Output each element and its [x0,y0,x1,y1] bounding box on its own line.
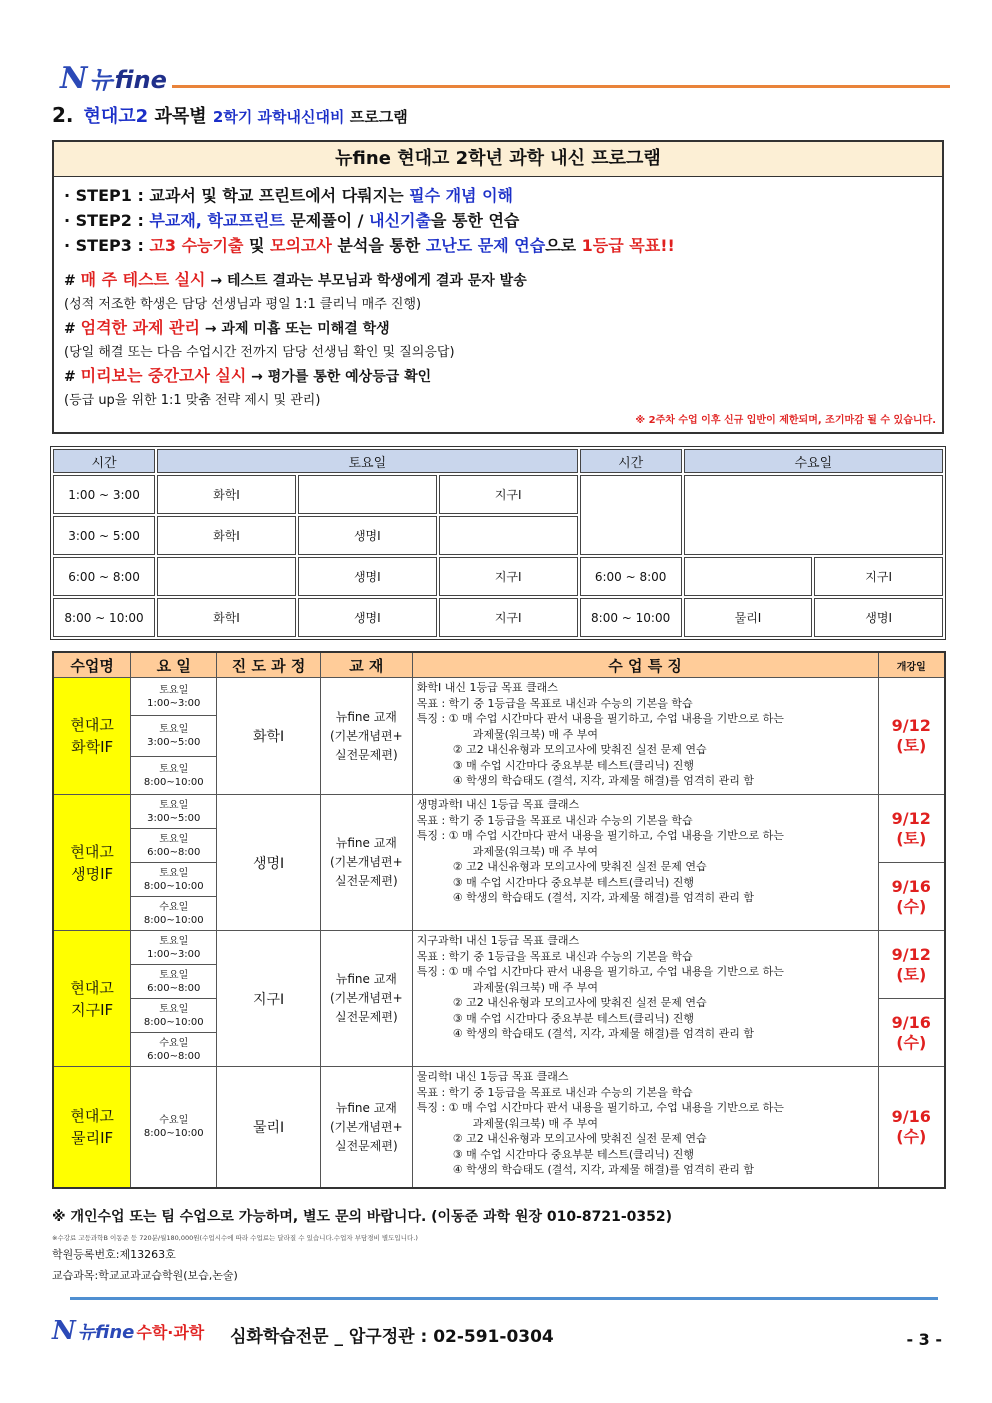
class-open-date: 9/12 (토) [878,931,945,999]
class-open-date: 9/16 (수) [878,1067,945,1189]
class-table [52,651,946,1189]
class-slot: 토요일 1:00~3:00 [131,931,217,965]
registration-number: 학원등록번호:제13263호 [52,1248,176,1261]
col-header-course: 진 도 과 정 [217,652,321,678]
schedule-cell: 생명Ⅰ [298,598,437,637]
fee-note: ※수강료 고등과학B 이동준 등 720분/월180,000원(수업시수에 따라 수업료는 달라질 수 있습니다.수업자 부담경비 별도입니다.) [52,1234,418,1242]
schedule-header-wednesday: 수요일 [684,449,943,473]
steps-list [54,177,942,258]
schedule-cell: 물리Ⅰ [684,598,813,637]
col-header-feature: 수 업 특 징 [412,652,878,678]
schedule-time: 8:00 ~ 10:00 [580,598,682,637]
class-features: 생명과학Ⅰ 내신 1등급 목표 클래스 목표 : 학기 중 1등급을 목표로 내신과 수능의 기본을 학습 특징 : ① 매 수업 시간마다 판서 내용을 필기하고, 수업 내용을 기반으로 하는 과제물(워크북) 매 주 부여 ② 고2 내신유형과 모의고사에 맞춰진 실전 문제 연습 ③ 매 수업 시간마다 중요부분 테스트(클리닉) 진행 ④ 학생의 학습태도 (결석, 지각, 과제물 해결)를 엄격히 관리 함 [412,795,878,931]
class-slot: 토요일 8:00~10:00 [131,757,217,795]
col-header-day: 요 일 [131,652,217,678]
schedule-time: 8:00 ~ 10:00 [53,598,155,637]
section-title: 2. 현대고2 과목별 2학기 과학내신대비 프로그램 [52,103,408,127]
page-header [60,58,950,98]
class-slot: 토요일 8:00~10:00 [131,863,217,897]
class-book: 뉴fine 교재 (기본개념편+ 실전문제편) [320,931,412,1067]
note-weekly-test-detail: (성적 저조한 학생은 담당 선생님과 평일 1:1 클리닉 매주 진행) [64,297,422,312]
class-book: 뉴fine 교재 (기본개념편+ 실전문제편) [320,678,412,795]
schedule-cell: 지구Ⅰ [439,475,578,514]
class-course: 화학Ⅰ [217,678,321,795]
page-number: - 3 - [906,1330,942,1349]
header-divider [172,85,950,88]
schedule-time: 6:00 ~ 8:00 [53,557,155,596]
class-name-earth: 현대고 지구ⅠF [53,931,131,1067]
schedule-time: 6:00 ~ 8:00 [580,557,682,596]
col-header-book: 교 재 [320,652,412,678]
class-slot: 토요일 3:00~5:00 [131,795,217,829]
schedule-header-time: 시간 [53,449,155,473]
schedule-cell: 화학Ⅰ [157,516,296,555]
schedule-cell: 화학Ⅰ [157,475,296,514]
brand-logo: N 뉴 fine [60,61,167,96]
col-header-name: 수업명 [53,652,131,678]
class-book: 뉴fine 교재 (기본개념편+ 실전문제편) [320,1067,412,1189]
class-name-bio: 현대고 생명ⅠF [53,795,131,931]
class-course: 생명Ⅰ [217,795,321,931]
class-slot: 토요일 3:00~5:00 [131,716,217,757]
class-course: 지구Ⅰ [217,931,321,1067]
schedule-cell: 지구Ⅰ [439,557,578,596]
schedule-cell: 지구Ⅰ [814,557,943,596]
note-homework-detail: (당일 해결 또는 다음 수업시간 전까지 담당 선생님 확인 및 질의응답) [64,345,455,360]
class-name-phys: 현대고 물리ⅠF [53,1067,131,1189]
class-book: 뉴fine 교재 (기본개념편+ 실전문제편) [320,795,412,931]
note-midterm-detail: (등급 up을 위한 1:1 맞춤 전략 제시 및 관리) [64,393,321,408]
class-slot: 수요일 6:00~8:00 [131,1033,217,1067]
page-footer [52,1318,942,1358]
class-name-chem: 현대고 화학ⅠF [53,678,131,795]
class-open-date: 9/16 (수) [878,863,945,931]
footer-logo: N 뉴fine 수학·과학 [52,1316,205,1346]
class-features: 화학Ⅰ 내신 1등급 목표 클래스 목표 : 학기 중 1등급을 목표로 내신과 수능의 기본을 학습 특징 : ① 매 수업 시간마다 판서 내용을 필기하고, 수업 내용을 기반으로 하는 과제물(워크북) 매 주 부여 ② 고2 내신유형과 모의고사에 맞춰진 실전 문제 연습 ③ 매 수업 시간마다 중요부분 테스트(클리닉) 진행 ④ 학생의 학습태도 (결석, 지각, 과제물 해결)를 엄격히 관리 함 [412,678,878,795]
class-course: 물리Ⅰ [217,1067,321,1189]
program-box [52,140,944,434]
schedule-cell: 지구Ⅰ [439,598,578,637]
enrollment-footnote: ※ 2주차 수업 이후 신규 입반이 제한되며, 조기마감 될 수 있습니다. [635,415,936,426]
class-open-date: 9/12 (토) [878,678,945,795]
class-slot: 토요일 6:00~8:00 [131,965,217,999]
schedule-time: 3:00 ~ 5:00 [53,516,155,555]
class-slot: 토요일 6:00~8:00 [131,829,217,863]
class-slot: 수요일 8:00~10:00 [131,897,217,931]
inquiry-note: ※ 개인수업 또는 팀 수업으로 가능하며, 별도 문의 바랍니다. (이동준 과학 원장 010-8721-0352) [52,1209,673,1225]
schedule-cell [298,475,437,514]
schedule-cell-empty [580,475,682,555]
schedule-cell [439,516,578,555]
schedule-time: 1:00 ~ 3:00 [53,475,155,514]
subjects-note: 교습과목:학교교과교습학원(보습,논술) [52,1269,238,1282]
schedule-header-saturday: 토요일 [157,449,578,473]
note-weekly-test: # 매 주 테스트 실시 → 테스트 결과는 부모님과 학생에게 결과 문자 발송 [64,270,527,289]
schedule-grid [50,446,946,640]
schedule-cell: 생명Ⅰ [298,516,437,555]
schedule-cell: 생명Ⅰ [814,598,943,637]
class-slot: 토요일 8:00~10:00 [131,999,217,1033]
schedule-cell [684,557,813,596]
class-open-date: 9/12 (토) [878,795,945,863]
schedule-cell: 화학Ⅰ [157,598,296,637]
note-midterm: # 미리보는 중간고사 실시 → 평가를 통한 예상등급 확인 [64,366,432,385]
step-3: · STEP3 : 고3 수능기출 및 모의고사 분석을 통한 고난도 문제 연습으로 1등급 목표!! [64,236,675,255]
footer-contact: 심화학습전문 _ 압구정관 : 02-591-0304 [230,1327,554,1347]
step-1: · STEP1 : 교과서 및 학교 프린트에서 다뤄지는 필수 개념 이해 [64,186,513,205]
note-homework: # 엄격한 과제 관리 → 과제 미흡 또는 미해결 학생 [64,318,390,337]
class-features: 물리학Ⅰ 내신 1등급 목표 클래스 목표 : 학기 중 1등급을 목표로 내신과 수능의 기본을 학습 특징 : ① 매 수업 시간마다 판서 내용을 필기하고, 수업 내용을 기반으로 하는 과제물(워크북) 매 주 부여 ② 고2 내신유형과 모의고사에 맞춰진 실전 문제 연습 ③ 매 수업 시간마다 중요부분 테스트(클리닉) 진행 ④ 학생의 학습태도 (결석, 지각, 과제물 해결)를 엄격히 관리 함 [412,1067,878,1189]
schedule-header-time-2: 시간 [580,449,682,473]
class-slot: 토요일 1:00~3:00 [131,678,217,716]
program-title: 뉴fine 현대고 2학년 과학 내신 프로그램 [54,142,942,177]
class-slot: 수요일 8:00~10:00 [131,1067,217,1189]
schedule-cell-empty [684,475,943,555]
class-features: 지구과학Ⅰ 내신 1등급 목표 클래스 목표 : 학기 중 1등급을 목표로 내신과 수능의 기본을 학습 특징 : ① 매 수업 시간마다 판서 내용을 필기하고, 수업 내용을 기반으로 하는 과제물(워크북) 매 주 부여 ② 고2 내신유형과 모의고사에 맞춰진 실전 문제 연습 ③ 매 수업 시간마다 중요부분 테스트(클리닉) 진행 ④ 학생의 학습태도 (결석, 지각, 과제물 해결)를 엄격히 관리 함 [412,931,878,1067]
footer-divider [70,1297,938,1300]
col-header-open: 개강일 [878,652,945,678]
notes-list [54,258,942,412]
schedule-cell [157,557,296,596]
step-2: · STEP2 : 부교재, 학교프린트 문제풀이 / 내신기출을 통한 연습 [64,211,520,230]
class-open-date: 9/16 (수) [878,999,945,1067]
schedule-cell: 생명Ⅰ [298,557,437,596]
